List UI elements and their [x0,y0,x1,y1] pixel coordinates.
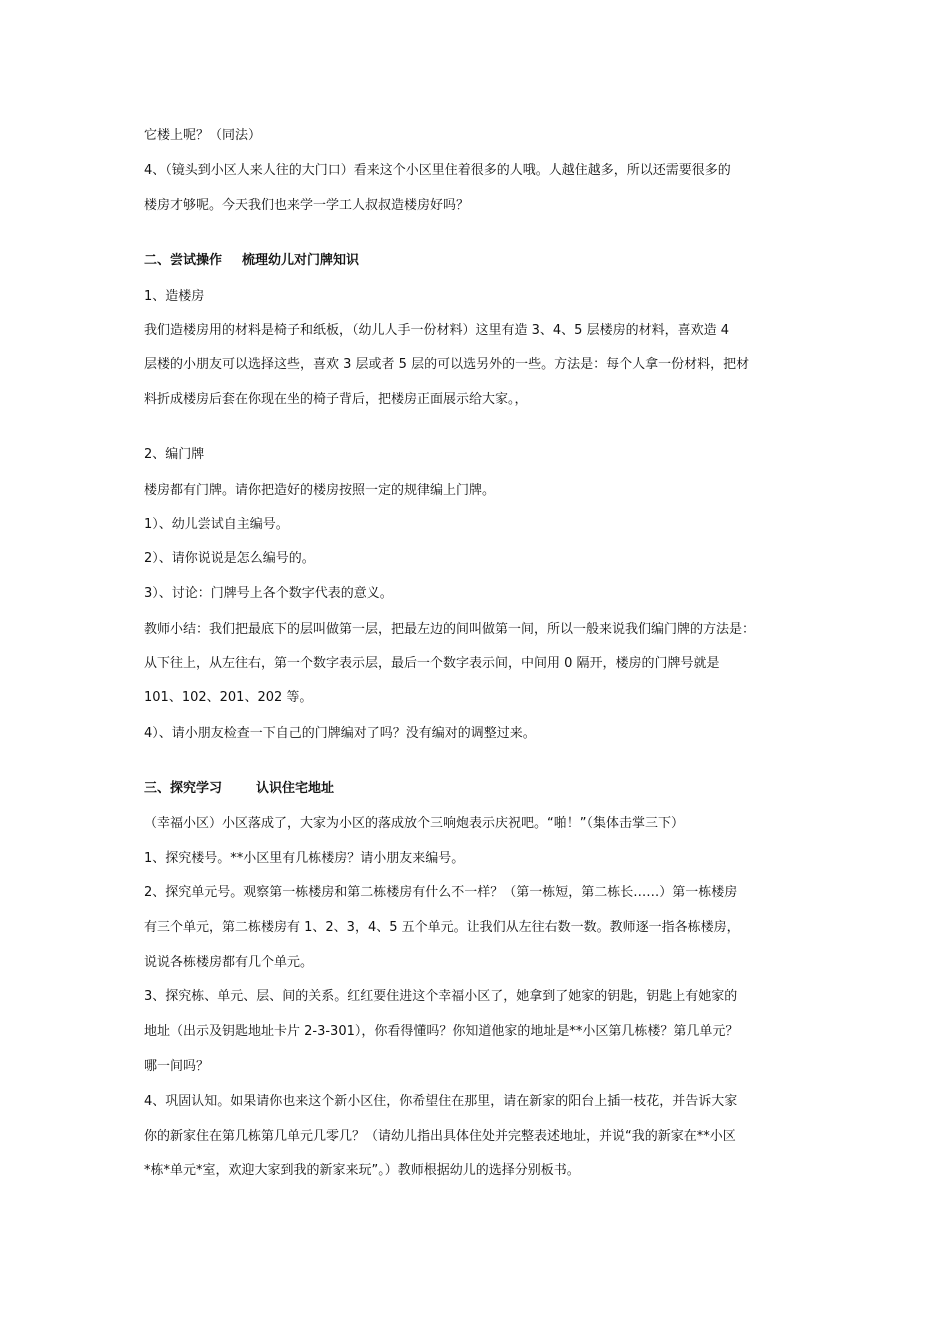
text-line: 楼房才够呢。今天我们也来学一学工人叔叔造楼房好吗？ [144,198,470,213]
text-line: 说说各栋楼房都有几个单元。 [144,955,314,970]
text-line: 它楼上呢？（同法） [144,128,262,143]
text-line: 楼房都有门牌。请你把造好的楼房按照一定的规律编上门牌。 [144,483,496,498]
text-line: 你的新家住在第几栋第几单元几零几？（请幼儿指出具体住处并完整表述地址，并说“我的新家在**小区 [144,1129,736,1144]
section-heading-3 [144,780,334,798]
text-line: 1、造楼房 [144,289,205,304]
text-line: 哪一间吗？ [144,1059,210,1074]
text-line: 有三个单元，第二栋楼房有 1、2、3，4、5 五个单元。让我们从左往右数一数。教师逐一指各栋楼房， [144,920,740,935]
text-line: *栋*单元*室，欢迎大家到我的新家来玩”。）教师根据幼儿的选择分别板书。 [144,1163,580,1178]
text-line: 2）、请你说说是怎么编号的。 [144,551,315,566]
text-line: 料折成楼房后套在你现在坐的椅子背后，把楼房正面展示给大家。， [144,392,528,407]
text-line: 2、探究单元号。观察第一栋楼房和第二栋楼房有什么不一样？（第一栋短，第二栋长……）第一栋楼房 [144,885,738,900]
text-line: 3）、讨论：门牌号上各个数字代表的意义。 [144,586,393,601]
text-line: 1、探究楼号。**小区里有几栋楼房？请小朋友来编号。 [144,851,465,866]
heading-label: 三、探究学习 [144,781,223,796]
text-line: 3、探究栋、单元、层、间的关系。红红要住进这个幸福小区了，她拿到了她家的钥匙，钥匙上有她家的 [144,989,738,1004]
text-line: 从下往上，从左往右，第一个数字表示层，最后一个数字表示间，中间用 0 隔开，楼房的门牌号就是 [144,656,720,671]
heading-subtitle: 认识住宅地址 [256,781,335,796]
heading-subtitle: 梳理幼儿对门牌知识 [242,253,360,268]
text-line: 101、102、201、202 等。 [144,690,313,705]
text-line: （幸福小区）小区落成了，大家为小区的落成放个三响炮表示庆祝吧。“啪！”（集体击掌三下） [144,816,684,831]
text-line: 4、（镜头到小区人来人往的大门口）看来这个小区里住着很多的人哦。人越住越多，所以还需要很多的 [144,163,731,178]
heading-label: 二、尝试操作 [144,253,223,268]
text-line: 2、编门牌 [144,447,205,462]
text-line: 地址（出示及钥匙地址卡片 2-3-301），你看得懂吗？你知道他家的地址是**小区第几栋楼？第几单元？ [144,1024,739,1039]
text-line: 4、巩固认知。如果请你也来这个新小区住，你希望住在那里，请在新家的阳台上插一枝花，并告诉大家 [144,1094,738,1109]
text-line: 1）、幼儿尝试自主编号。 [144,517,289,532]
section-heading-2 [144,252,359,270]
text-line: 教师小结：我们把最底下的层叫做第一层，把最左边的间叫做第一间，所以一般来说我们编门牌的方法是： [144,622,756,637]
text-line: 我们造楼房用的材料是椅子和纸板，（幼儿人手一份材料）这里有造 3、4、5 层楼房的材料，喜欢造 4 [144,323,729,338]
text-line: 4）、请小朋友检查一下自己的门牌编对了吗？没有编对的调整过来。 [144,726,536,741]
text-line: 层楼的小朋友可以选择这些，喜欢 3 层或者 5 层的可以选另外的一些。方法是：每个人拿一份材料，把材 [144,357,750,372]
